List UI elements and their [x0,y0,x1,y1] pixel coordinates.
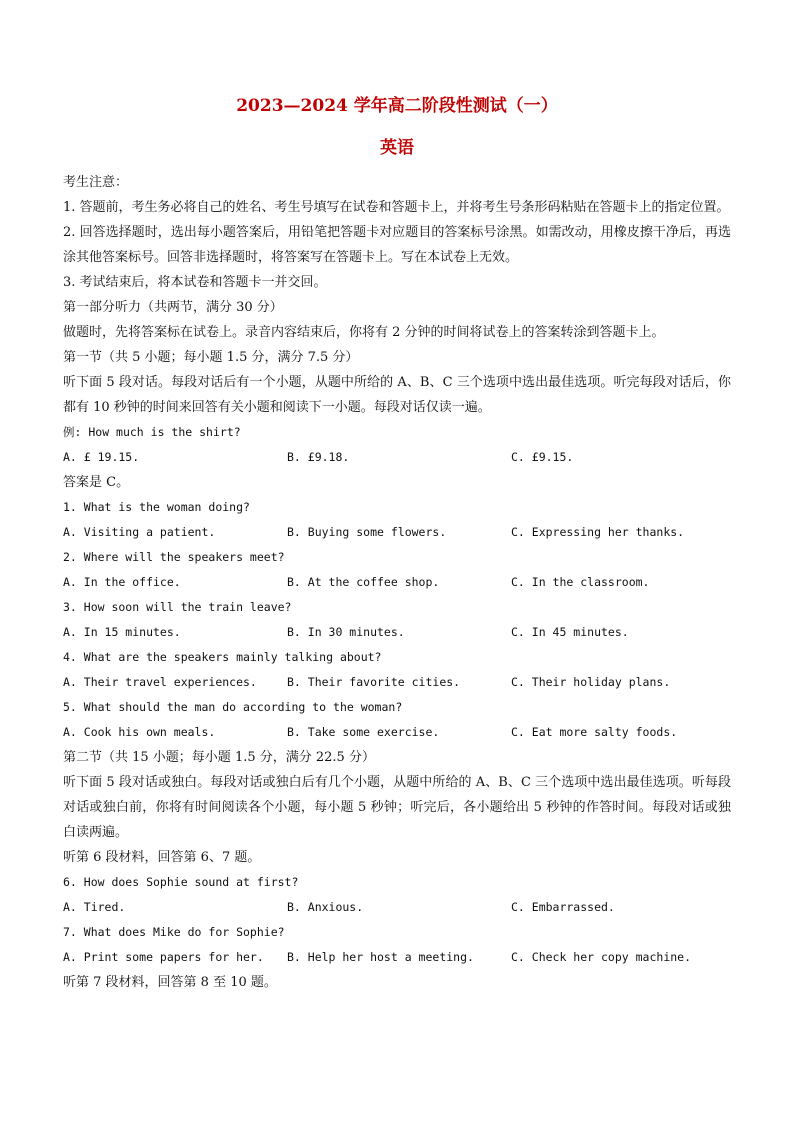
example-answer: 答案是 C。 [63,475,130,490]
question-5: 5. What should the man do according to the woman? [63,700,403,714]
option-b: B. Buying some flowers. [287,525,447,539]
question-1-options [63,520,731,545]
section1-heading: 第一节（共 5 小题；每小题 1.5 分，满分 7.5 分） [63,350,359,365]
section2-heading: 第二节（共 15 小题；每小题 1.5 分，满分 22.5 分） [63,750,375,765]
material-6-intro: 听第 6 段材料，回答第 6、7 题。 [63,850,261,865]
option-c: C. Eat more salty foods. [511,725,678,739]
question-3: 3. How soon will the train leave? [63,600,292,614]
option-a: A. Their travel experiences. [63,675,257,689]
option-c: C. Their holiday plans. [511,675,671,689]
option-a: A. In the office. [63,575,181,589]
option-a: A. Print some papers for her. [63,950,264,964]
option-a: A. In 15 minutes. [63,625,181,639]
option-c: C. Embarrassed. [511,900,615,914]
option-b: B. In 30 minutes. [287,625,405,639]
question-7: 7. What does Mike do for Sophie? [63,925,285,939]
option-a: A. £ 19.15. [63,450,140,464]
option-c: C. In the classroom. [511,575,650,589]
section2-instruction: 听下面 5 段对话或独白。每段对话或独白后有几个小题，从题中所给的 A、B、C 三个选项中选出最佳选项。听每段对话或独白前，你将有时间阅读各个小题，每小题 5 秒钟；听完后，各小题给出 5 秒钟的作答时间。每段对话或独白读两遍。 [63,775,731,840]
option-b: B. Help her host a meeting. [287,950,474,964]
question-2: 2. Where will the speakers meet? [63,550,285,564]
material-7-intro: 听第 7 段材料，回答第 8 至 10 题。 [63,975,277,990]
question-1: 1. What is the woman doing? [63,500,250,514]
question-4-options [63,670,731,695]
option-a: A. Cook his own meals. [63,725,216,739]
option-c: C. Expressing her thanks. [511,525,685,539]
option-c: C. £9.15. [511,450,574,464]
option-c: C. In 45 minutes. [511,625,629,639]
question-3-options [63,620,731,645]
section1-instruction: 听下面 5 段对话。每段对话后有一个小题，从题中所给的 A、B、C 三个选项中选出最佳选项。听完每段对话后，你都有 10 秒钟的时间来回答有关小题和阅读下一小题。每段对话仅读一遍。 [63,375,731,415]
exam-page [63,95,731,995]
example-question: 例: How much is the shirt? [63,425,241,439]
question-5-options [63,720,731,745]
notice-item-3: 3. 考试结束后，将本试卷和答题卡一并交回。 [63,275,327,290]
option-a: A. Tired. [63,900,126,914]
part1-heading: 第一部分听力（共两节，满分 30 分） [63,300,283,315]
question-2-options [63,570,731,595]
notice-item-2: 2. 回答选择题时，选出每小题答案后，用铅笔把答题卡对应题目的答案标号涂黑。如需改动，用橡皮擦干净后，再选涂其他答案标号。回答非选择题时，将答案写在答题卡上。写在本试卷上无效。 [63,225,731,265]
notice-heading: 考生注意： [63,175,129,190]
question-4: 4. What are the speakers mainly talking about? [63,650,382,664]
exam-title: 2023—2024 学年高二阶段性测试（一） [236,96,558,116]
question-6-options [63,895,731,920]
option-b: B. Their favorite cities. [287,675,461,689]
option-a: A. Visiting a patient. [63,525,216,539]
question-6: 6. How does Sophie sound at first? [63,875,299,889]
option-c: C. Check her copy machine. [511,950,692,964]
option-b: B. Take some exercise. [287,725,440,739]
subject-title: 英语 [380,138,414,158]
notice-item-1: 1. 答题前，考生务必将自己的姓名、考生号填写在试卷和答题卡上，并将考生号条形码粘贴在答题卡上的指定位置。 [63,200,730,215]
option-b: B. Anxious. [287,900,364,914]
part1-instruction: 做题时，先将答案标在试卷上。录音内容结束后，你将有 2 分钟的时间将试卷上的答案转涂到答题卡上。 [63,325,665,340]
example-options [63,445,731,470]
question-7-options [63,945,731,970]
option-b: B. At the coffee shop. [287,575,440,589]
option-b: B. £9.18. [287,450,350,464]
